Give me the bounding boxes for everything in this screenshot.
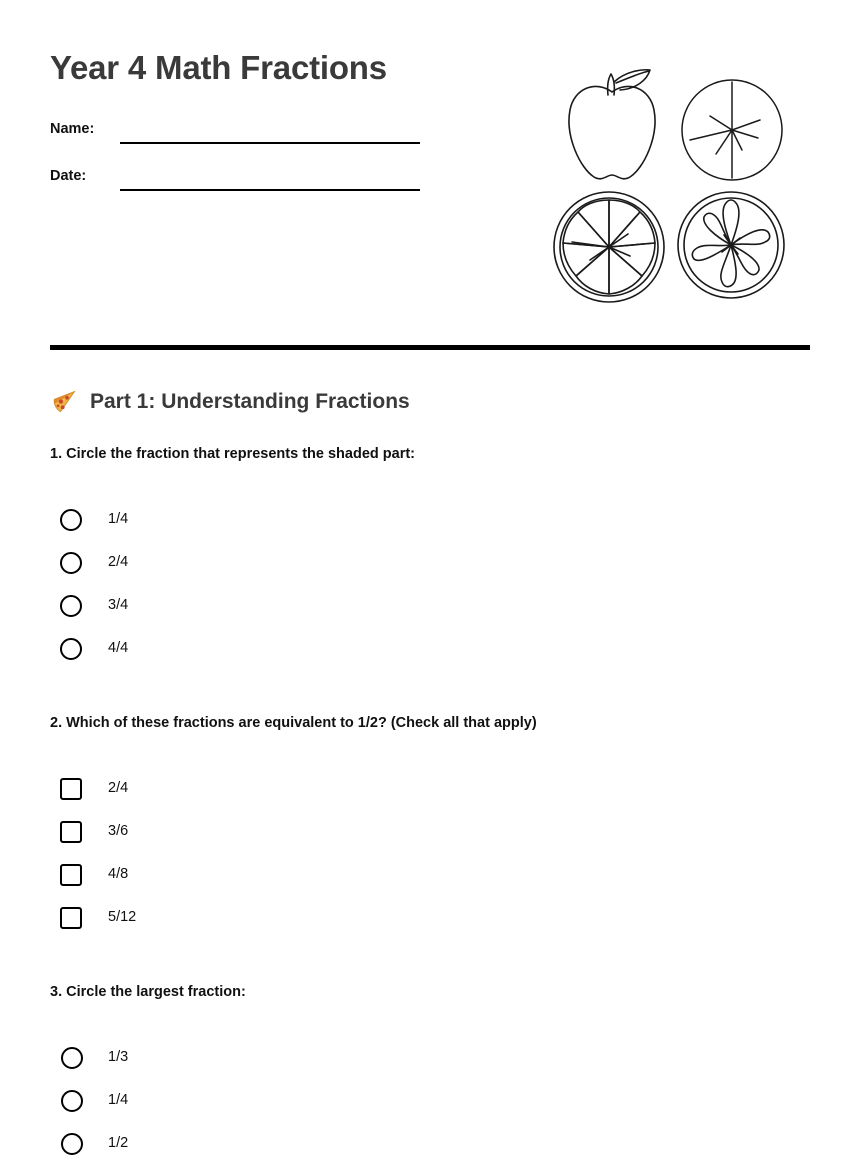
part-1-heading: [50, 388, 410, 416]
checkbox-icon[interactable]: [60, 821, 82, 843]
apple-outline-icon: [550, 62, 674, 186]
date-write-in-line[interactable]: [120, 189, 420, 191]
option-row[interactable]: [50, 627, 810, 670]
section-divider: [50, 345, 810, 350]
option-label: 1/2: [108, 1135, 129, 1151]
name-write-in-line[interactable]: [120, 142, 420, 144]
option-label: 2/4: [108, 554, 129, 570]
question-1-block: [50, 445, 810, 670]
option-row[interactable]: [50, 584, 810, 627]
question-1-text: 1. Circle the fraction that represents the shaded part:: [50, 446, 416, 462]
question-2-text: 2. Which of these fractions are equivalent to 1/2? (Check all that apply): [50, 715, 537, 731]
radio-button-icon[interactable]: [60, 595, 82, 617]
question-1-options: [50, 498, 810, 670]
option-label: 3/4: [108, 597, 129, 613]
option-label: 2/4: [108, 780, 129, 796]
option-row[interactable]: [50, 1122, 810, 1165]
citrus-slice-outline-icon: [674, 188, 788, 302]
radio-button-icon[interactable]: [61, 1047, 83, 1069]
radio-button-icon[interactable]: [61, 1133, 83, 1155]
pizza-slice-icon: [50, 388, 78, 416]
date-field-label: Date:: [50, 168, 87, 184]
option-label: 4/8: [108, 866, 129, 882]
part-1-heading-label: Part 1: Understanding Fractions: [90, 390, 410, 413]
fruit-illustration-group: [548, 62, 796, 310]
option-label: 4/4: [108, 640, 129, 656]
question-2-options: [50, 767, 810, 939]
option-label: 1/4: [108, 1092, 129, 1108]
question-2-block: [50, 714, 810, 939]
radio-button-icon[interactable]: [60, 509, 82, 531]
date-field-row: [50, 167, 470, 201]
page-title: Year 4 Math Fractions: [50, 49, 387, 86]
checkbox-icon[interactable]: [60, 864, 82, 886]
option-row[interactable]: [50, 767, 810, 810]
question-3-options: [50, 1036, 810, 1165]
option-row[interactable]: [50, 498, 810, 541]
sliced-circle-outline-icon: [676, 74, 788, 186]
radio-button-icon[interactable]: [60, 638, 82, 660]
radio-button-icon[interactable]: [60, 552, 82, 574]
option-row[interactable]: [50, 1079, 810, 1122]
option-row[interactable]: [50, 541, 810, 584]
option-label: 3/6: [108, 823, 129, 839]
name-field-row: [50, 120, 470, 154]
option-row[interactable]: [50, 896, 810, 939]
option-label: 1/4: [108, 511, 129, 527]
checkbox-icon[interactable]: [60, 778, 82, 800]
radio-button-icon[interactable]: [61, 1090, 83, 1112]
option-row[interactable]: [50, 853, 810, 896]
option-label: 5/12: [108, 909, 137, 925]
option-row[interactable]: [50, 810, 810, 853]
orange-slice-outline-icon: [550, 188, 668, 306]
name-field-label: Name:: [50, 121, 95, 137]
checkbox-icon[interactable]: [60, 907, 82, 929]
question-3-block: [50, 983, 810, 1165]
question-3-text: 3. Circle the largest fraction:: [50, 984, 246, 1000]
option-label: 1/3: [108, 1049, 129, 1065]
option-row[interactable]: [50, 1036, 810, 1079]
